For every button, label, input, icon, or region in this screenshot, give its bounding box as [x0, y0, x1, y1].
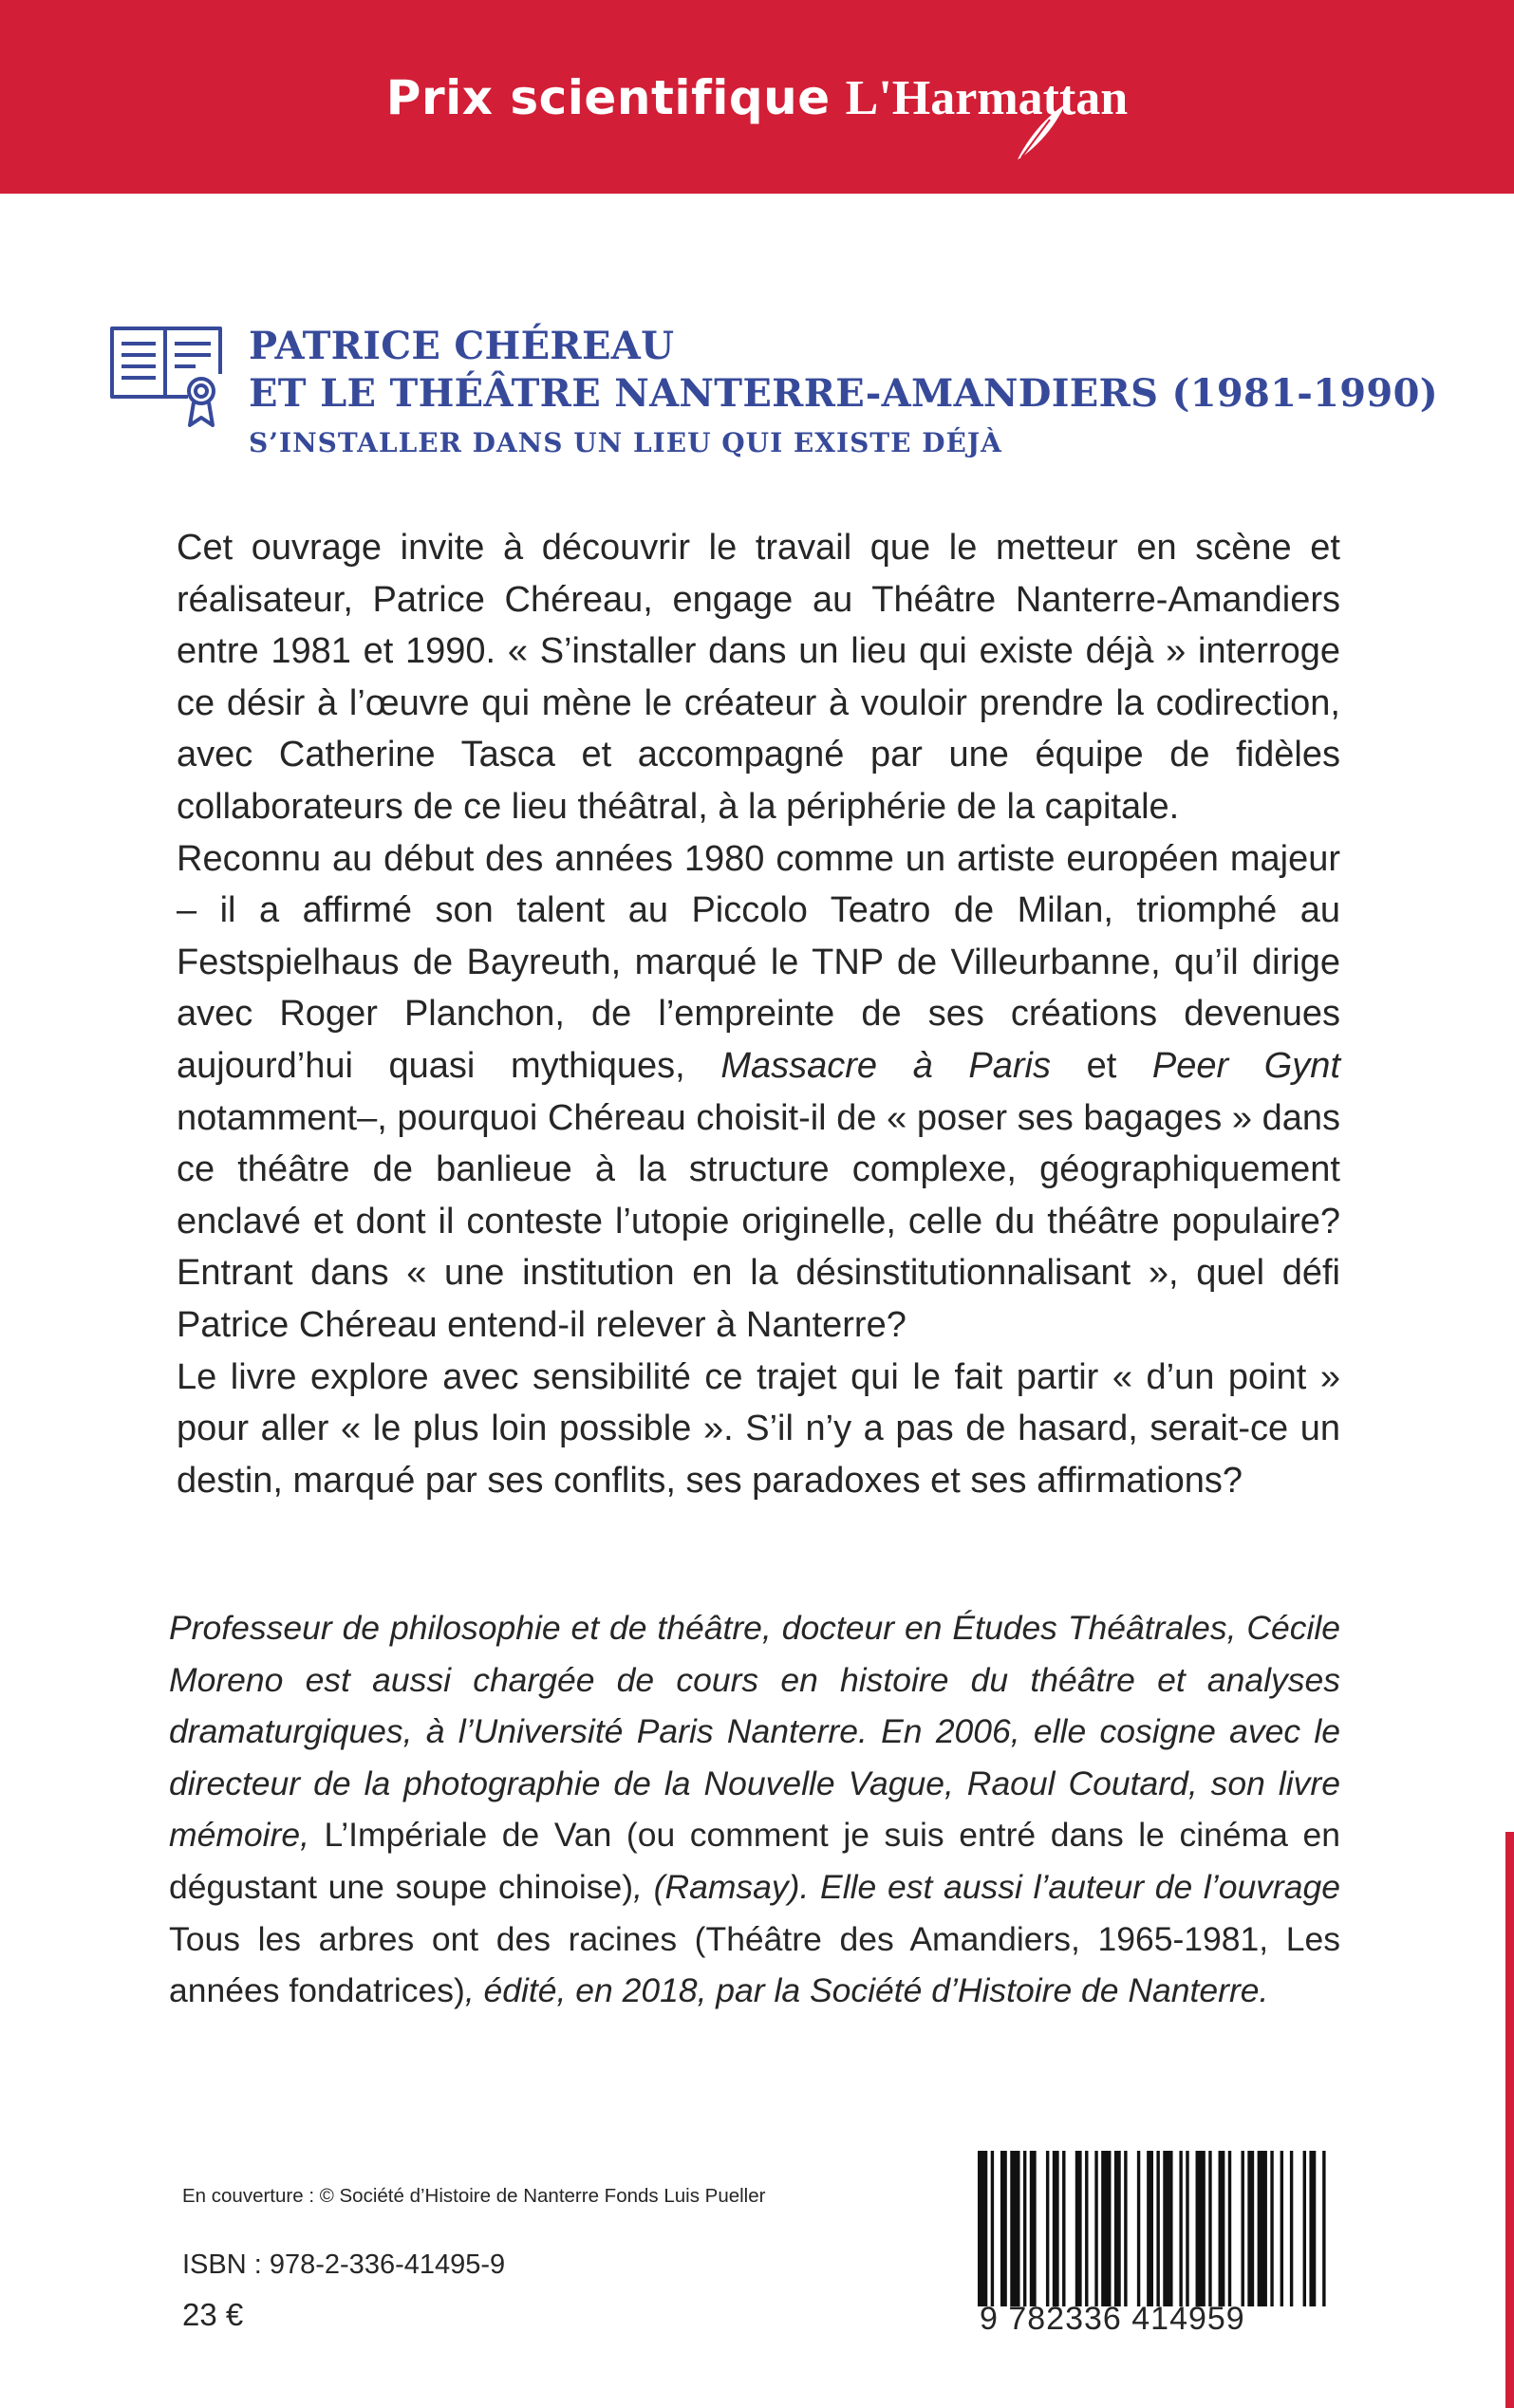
- bio-book-title-1: L’Impériale de Van (ou comment je suis entré dans le cinéma en dégustant une soupe chinoise): [169, 1816, 1340, 1906]
- summary-text: [177, 522, 1340, 1506]
- red-edge-strip: [1505, 1832, 1514, 2408]
- barcode-bar: [1208, 2151, 1211, 2306]
- work-title-massacre: Massacre à Paris: [720, 1045, 1051, 1086]
- summary-p2-part-c: notamment–, pourquoi Chéreau choisit-il de « poser ses bagages » dans ce théâtre de banlieue à la structure complexe, géographiquement enclavé et dont il conteste l’utopie originelle, celle du théâtre populaire? Entrant dans « une institution en la désinstitutionnalisant », quel défi Patrice Chéreau entend-il relever à Nanterre?: [177, 1097, 1340, 1345]
- barcode-bar: [1163, 2151, 1172, 2306]
- bio-sentence-3: , édité, en 2018, par la Société d’Histoire de Nanterre.: [464, 1971, 1269, 2010]
- barcode-bar: [1280, 2151, 1283, 2306]
- author-bio: [169, 1602, 1340, 2017]
- barcode-bar: [978, 2151, 987, 2306]
- summary-paragraph-1: Cet ouvrage invite à découvrir le travail que le metteur en scène et réalisateur, Patrice Chéreau, engage au Théâtre Nanterre-Amandiers entre 1981 et 1990. « S’installer dans un lieu qui existe déjà » interroge ce désir à l’œuvre qui mène le créateur à vouloir prendre la codirection, avec Catherine Tasca et accompagné par une équipe de fidèles collaborateurs de ce lieu théâtral, à la périphérie de la capitale.: [177, 528, 1340, 827]
- barcode-bar: [1156, 2151, 1159, 2306]
- summary-p2-part-a: Reconnu au début des années 1980 comme un artiste européen majeur – il a affirmé son talent au Piccolo Teatro de Milan, triomphé au Festspielhaus de Bayreuth, marqué le TNP de Villeurbanne, qu’il dirige avec Roger Planchon, de l’empreinte de ses créations devenues aujourd’hui quasi mythiques,: [177, 838, 1340, 1086]
- barcode-bar: [1010, 2151, 1019, 2306]
- bio-book-title-2: Tous les arbres ont des racines (Théâtre des Amandiers, 1965-1981, Les années fondatrices): [169, 1919, 1340, 2010]
- book-title-line-2: ET LE THÉÂTRE NANTERRE-AMANDIERS (1981-1990): [249, 371, 1438, 416]
- barcode-bar: [1309, 2151, 1316, 2306]
- barcode-bar: [1219, 2151, 1225, 2306]
- barcode-bar: [1124, 2151, 1127, 2306]
- barcode-bar: [1062, 2151, 1065, 2306]
- barcode-bar: [1186, 2151, 1188, 2306]
- publisher-logo: L'Harmattan: [845, 71, 1129, 125]
- barcode-bar: [1075, 2151, 1082, 2306]
- barcode-bar: [1258, 2151, 1267, 2306]
- book-subtitle: S’INSTALLER DANS UN LIEU QUI EXISTE DÉJÀ: [249, 427, 1002, 458]
- barcode-bar: [1228, 2151, 1231, 2306]
- barcode-bar: [1322, 2151, 1325, 2306]
- certificate-document-icon: [108, 319, 224, 431]
- barcode-bar: [1303, 2151, 1306, 2306]
- barcode-bar: [1030, 2151, 1037, 2306]
- bio-sentence-2: , (Ramsay). Elle est aussi l’auteur de l’ouvrage: [633, 1867, 1340, 1906]
- bio-sentence-1: Professeur de philosophie et de théâtre, docteur en Études Théâtrales, Cécile Moreno est aussi chargée de cours en histoire du théâtre et analyses dramaturgiques, à l’Université Paris Nanterre. En 2006, elle cosigne avec le directeur de la photographie de la Nouvelle Vague, Raoul Coutard, son livre mémoire,: [169, 1609, 1340, 1855]
- summary-paragraph-2: [177, 833, 1340, 1352]
- barcode-bar: [1085, 2151, 1088, 2306]
- prize-label: Prix scientifique: [385, 70, 831, 125]
- summary-paragraph-3: Le livre explore avec sensibilité ce trajet qui le fait partir « d’un point » pour aller « le plus loin possible ». S’il n’y a pas de hasard, serait-ce un destin, marqué par ses conflits, ses paradoxes et ses affirmations?: [177, 1356, 1340, 1501]
- barcode-bar: [1046, 2151, 1049, 2306]
- barcode-bar: [1101, 2151, 1111, 2306]
- barcode-bar: [1053, 2151, 1059, 2306]
- barcode-bar: [1290, 2151, 1293, 2306]
- barcode-bar: [1270, 2151, 1273, 2306]
- barcode-bar: [1094, 2151, 1097, 2306]
- barcode-bar: [1247, 2151, 1254, 2306]
- barcode-bar: [1114, 2151, 1121, 2306]
- title-block: [249, 323, 1483, 458]
- book-title-line-1: PATRICE CHÉREAU: [249, 324, 675, 368]
- barcode-bar: [1137, 2151, 1140, 2306]
- work-title-peer-gynt: Peer Gynt: [1151, 1045, 1340, 1086]
- quill-icon: [1008, 103, 1069, 163]
- header-banner: [0, 0, 1514, 194]
- summary-p2-part-b: et: [1050, 1045, 1152, 1086]
- barcode-digits: 9 782336 414959: [980, 2301, 1245, 2337]
- barcode-bar: [1179, 2151, 1182, 2306]
- barcode-bar: [1000, 2151, 1007, 2306]
- barcode-bar: [991, 2151, 994, 2306]
- barcode-bar: [1196, 2151, 1206, 2306]
- barcode-bar: [1023, 2151, 1026, 2306]
- isbn: ISBN : 978-2-336-41495-9: [182, 2249, 506, 2280]
- barcode: [978, 2151, 1329, 2306]
- barcode-bar: [1242, 2151, 1244, 2306]
- banner-line: [0, 70, 1514, 126]
- price: 23 €: [182, 2297, 244, 2332]
- barcode-bar: [1147, 2151, 1153, 2306]
- cover-credit: En couverture : © Société d’Histoire de Nanterre Fonds Luis Pueller: [182, 2185, 766, 2207]
